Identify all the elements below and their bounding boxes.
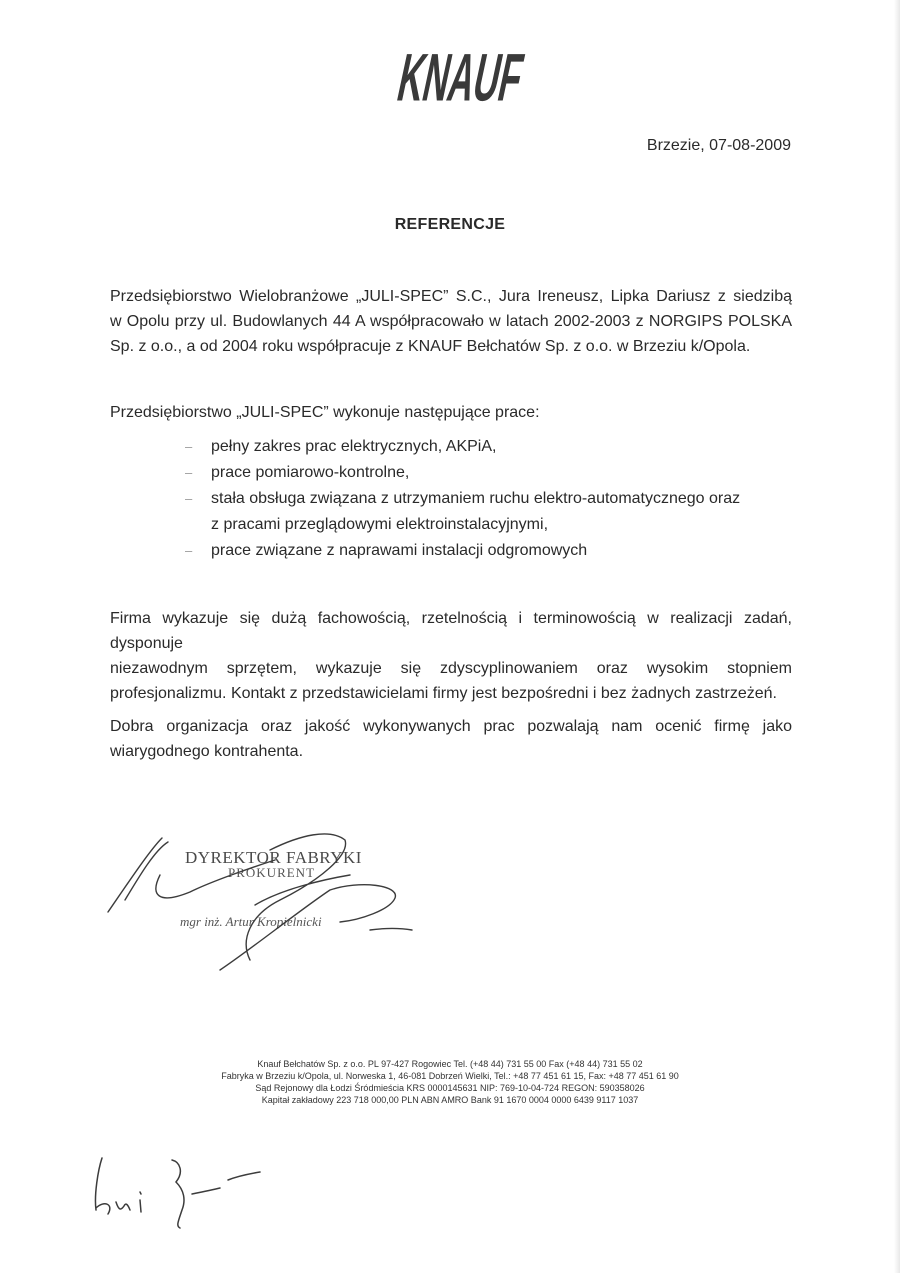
list-item-text: pełny zakres prac elektrycznych, AKPiA, bbox=[211, 438, 497, 455]
stamp-line-name: mgr inż. Artur Kropielnicki bbox=[180, 914, 322, 929]
company-footer bbox=[0, 1058, 900, 1106]
letter-date: Brzezie, 07-08-2009 bbox=[646, 137, 791, 154]
list-item bbox=[185, 486, 785, 538]
footer-line: Knauf Bełchatów Sp. z o.o. PL 97-427 Rogowiec Tel. (+48 44) 731 55 00 Fax (+48 44) 731 55 02 bbox=[257, 1059, 643, 1069]
letter-title: REFERENCJE bbox=[394, 216, 506, 233]
paragraph-line: profesjonalizmu. Kontakt z przedstawicielami firmy jest bezpośredni i bez żadnych zastrzeżeń. bbox=[110, 685, 777, 702]
stamp-line-title: DYREKTOR FABRYKI bbox=[185, 848, 362, 867]
list-item-text: prace pomiarowo-kontrolne, bbox=[211, 464, 410, 481]
handwritten-initials bbox=[88, 1150, 288, 1230]
svg-text:KNAUF: KNAUF bbox=[391, 40, 597, 116]
initials-stroke bbox=[95, 1158, 260, 1228]
paragraph-conclusion bbox=[110, 714, 792, 764]
stamp-line-role: PROKURENT bbox=[228, 865, 316, 880]
paragraph-intro bbox=[110, 284, 792, 359]
list-dash: – bbox=[185, 543, 193, 558]
works-list bbox=[185, 434, 785, 564]
list-item bbox=[185, 460, 785, 486]
paragraph-works-intro: Przedsiębiorstwo „JULI-SPEC” wykonuje następujące prace: bbox=[110, 404, 540, 421]
paragraph-assessment bbox=[110, 606, 792, 706]
paragraph-line: Przedsiębiorstwo Wielobranżowe „JULI-SPEC” S.C., Jura Ireneusz, Lipka Dariusz z siedzibą bbox=[110, 288, 792, 305]
paragraph-line: niezawodnym sprzętem, wykazuje się zdyscyplinowaniem oraz wysokim stopniem bbox=[110, 660, 792, 677]
paragraph-line: Firma wykazuje się dużą fachowością, rzetelnością i terminowością w realizacji zadań, dysponuje bbox=[110, 610, 792, 652]
list-item bbox=[185, 538, 785, 564]
footer-line: Fabryka w Brzeziu k/Opola, ul. Norweska 1, 46-081 Dobrzeń Wielki, Tel.: +48 77 451 61 15, Fax: +48 77 451 61 90 bbox=[221, 1071, 679, 1081]
paragraph-line: w Opolu przy ul. Budowlanych 44 A współpracowało w latach 2002-2003 z NORGIPS POLSKA bbox=[110, 313, 792, 330]
list-item bbox=[185, 434, 785, 460]
list-dash: – bbox=[185, 439, 193, 454]
list-dash: – bbox=[185, 465, 193, 480]
footer-line: Sąd Rejonowy dla Łodzi Śródmieścia KRS 0000145631 NIP: 769-10-04-724 REGON: 590358026 bbox=[255, 1083, 645, 1093]
list-dash: – bbox=[185, 491, 193, 506]
paragraph-line: Sp. z o.o., a od 2004 roku współpracuje z KNAUF Bełchatów Sp. z o.o. w Brzeziu k/Opola. bbox=[110, 338, 751, 355]
paragraph-line: Dobra organizacja oraz jakość wykonywanych prac pozwalają nam ocenić firmę jako bbox=[110, 718, 792, 735]
list-item-continuation: z pracami przeglądowymi elektroinstalacyjnymi, bbox=[211, 516, 549, 533]
footer-line: Kapitał zakładowy 223 718 000,00 PLN ABN AMRO Bank 91 1670 0004 0000 6439 9117 1037 bbox=[261, 1095, 639, 1105]
knauf-logo bbox=[391, 38, 597, 116]
list-item-text: prace związane z naprawami instalacji odgromowych bbox=[211, 542, 588, 559]
paragraph-line: wiarygodnego kontrahenta. bbox=[110, 743, 304, 760]
signature-stamp bbox=[100, 820, 450, 980]
list-item-text: stała obsługa związana z utrzymaniem ruchu elektro-automatycznego oraz bbox=[211, 490, 741, 507]
